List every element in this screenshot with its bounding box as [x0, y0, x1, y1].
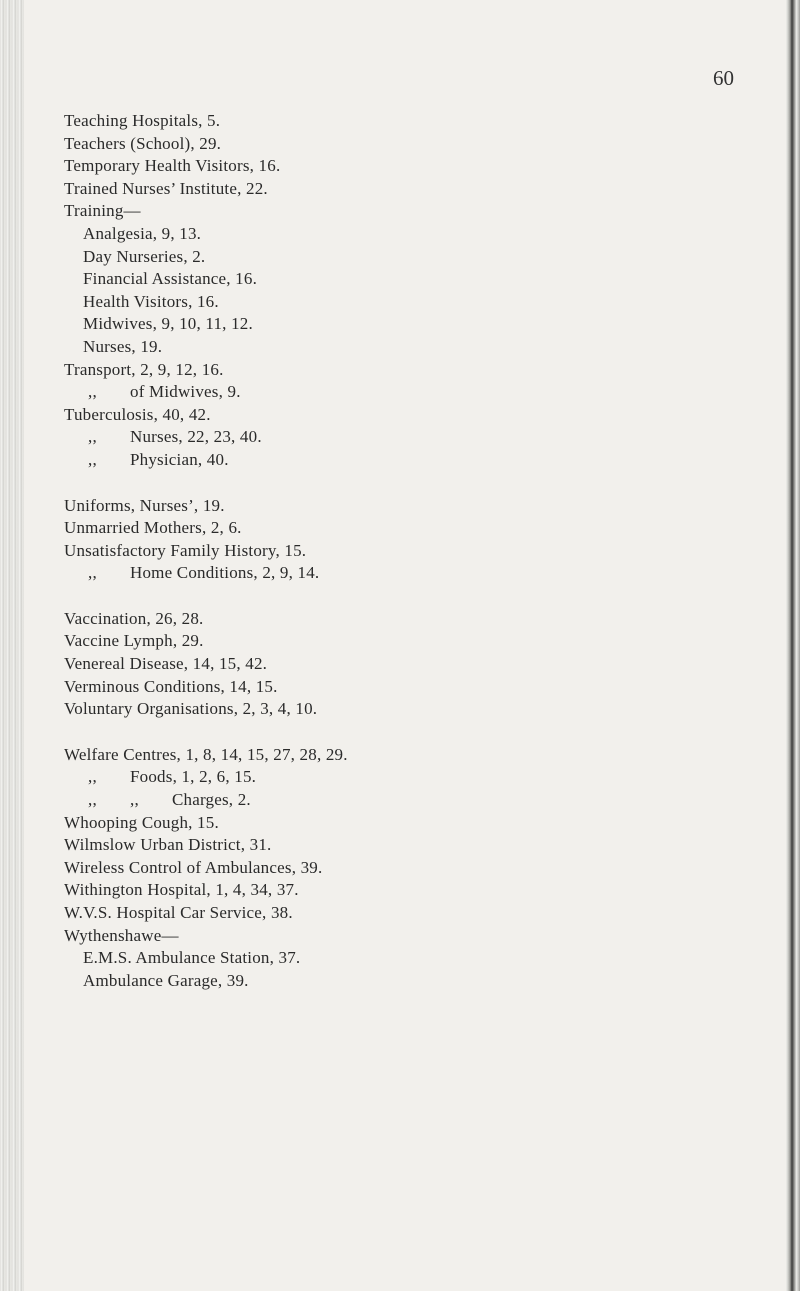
index-entry [64, 630, 348, 653]
entry-text: Vaccination, 26, 28. [64, 608, 204, 628]
index-ditto-entry [64, 789, 348, 812]
index-ditto-entry [64, 426, 348, 449]
entry-text: Foods, 1, 2, 6, 15. [130, 767, 257, 787]
entry-text: Unmarried Mothers, 2, 6. [64, 518, 242, 538]
entry-text: Welfare Centres, 1, 8, 14, 15, 27, 28, 29. [64, 744, 348, 764]
ditto-mark: ,, [88, 767, 97, 787]
index-ditto-entry [64, 449, 348, 472]
index-entry [64, 608, 348, 631]
index-entry [64, 110, 348, 133]
entry-text: Nurses, 19. [83, 336, 163, 356]
index-entry [64, 744, 348, 767]
index-subentry [64, 947, 348, 970]
index-subentry [64, 268, 348, 291]
entry-text: Venereal Disease, 14, 15, 42. [64, 654, 268, 674]
index-list [64, 110, 348, 992]
index-entry [64, 404, 348, 427]
entry-text: Whooping Cough, 15. [64, 812, 219, 832]
index-subentry [64, 291, 348, 314]
entry-text: Financial Assistance, 16. [83, 269, 258, 289]
group-spacer [64, 721, 348, 744]
index-entry [64, 698, 348, 721]
entry-text: Tuberculosis, 40, 42. [64, 404, 211, 424]
index-subentry [64, 970, 348, 993]
index-entry [64, 834, 348, 857]
index-entry [64, 879, 348, 902]
entry-text: Nurses, 22, 23, 40. [130, 427, 262, 447]
entry-text: Day Nurseries, 2. [83, 246, 206, 266]
page-number: 60 [713, 66, 734, 90]
index-entry [64, 902, 348, 925]
index-entry [64, 540, 348, 563]
entry-text: Analgesia, 9, 13. [83, 223, 202, 243]
index-ditto-entry [64, 381, 348, 404]
group-spacer [64, 472, 348, 495]
index-entry [64, 200, 348, 223]
entry-text: Withington Hospital, 1, 4, 34, 37. [64, 880, 299, 900]
entry-text: Unsatisfactory Family History, 15. [64, 540, 307, 560]
index-entry [64, 495, 348, 518]
index-subentry [64, 246, 348, 269]
entry-text: of Midwives, 9. [130, 382, 241, 402]
entry-text: Charges, 2. [172, 790, 251, 810]
entry-text: Health Visitors, 16. [83, 291, 219, 311]
entry-text: Vaccine Lymph, 29. [64, 631, 204, 651]
entry-text: Uniforms, Nurses’, 19. [64, 495, 225, 515]
ditto-mark: ,, [88, 449, 97, 469]
index-entry [64, 517, 348, 540]
index-entry [64, 857, 348, 880]
index-entry [64, 812, 348, 835]
entry-text: Teachers (School), 29. [64, 133, 222, 153]
index-ditto-entry [64, 766, 348, 789]
index-entry [64, 676, 348, 699]
entry-text: Voluntary Organisations, 2, 3, 4, 10. [64, 699, 318, 719]
ditto-mark: ,, [88, 563, 97, 583]
ditto-mark: ,, [88, 382, 97, 402]
index-subentry [64, 223, 348, 246]
scan-left-gutter [0, 0, 24, 1291]
entry-text: Physician, 40. [130, 449, 229, 469]
index-entry [64, 925, 348, 948]
entry-text: Wireless Control of Ambulances, 39. [64, 857, 323, 877]
index-entry [64, 155, 348, 178]
entry-text: Home Conditions, 2, 9, 14. [130, 563, 320, 583]
index-subentry [64, 336, 348, 359]
index-entry [64, 133, 348, 156]
index-entry [64, 653, 348, 676]
ditto-mark: ,, [88, 427, 97, 447]
entry-text: Wilmslow Urban District, 31. [64, 835, 272, 855]
entry-text: Trained Nurses’ Institute, 22. [64, 178, 268, 198]
group-spacer [64, 585, 348, 608]
entry-text: Temporary Health Visitors, 16. [64, 156, 281, 176]
index-ditto-entry [64, 562, 348, 585]
index-entry [64, 359, 348, 382]
entry-text: W.V.S. Hospital Car Service, 38. [64, 903, 293, 922]
entry-text: Verminous Conditions, 14, 15. [64, 676, 278, 696]
entry-text: Midwives, 9, 10, 11, 12. [83, 314, 253, 334]
ditto-mark: ,, [130, 790, 139, 810]
scan-right-gutter [786, 0, 800, 1291]
entry-text: Ambulance Garage, 39. [83, 970, 249, 990]
ditto-mark: ,, [88, 790, 97, 810]
entry-text: Wythenshawe— [64, 925, 179, 945]
index-subentry [64, 313, 348, 336]
entry-text: Teaching Hospitals, 5. [64, 111, 221, 130]
entry-text: Transport, 2, 9, 12, 16. [64, 359, 224, 379]
entry-text: E.M.S. Ambulance Station, 37. [83, 948, 301, 968]
index-entry [64, 178, 348, 201]
entry-text: Training— [64, 201, 141, 221]
